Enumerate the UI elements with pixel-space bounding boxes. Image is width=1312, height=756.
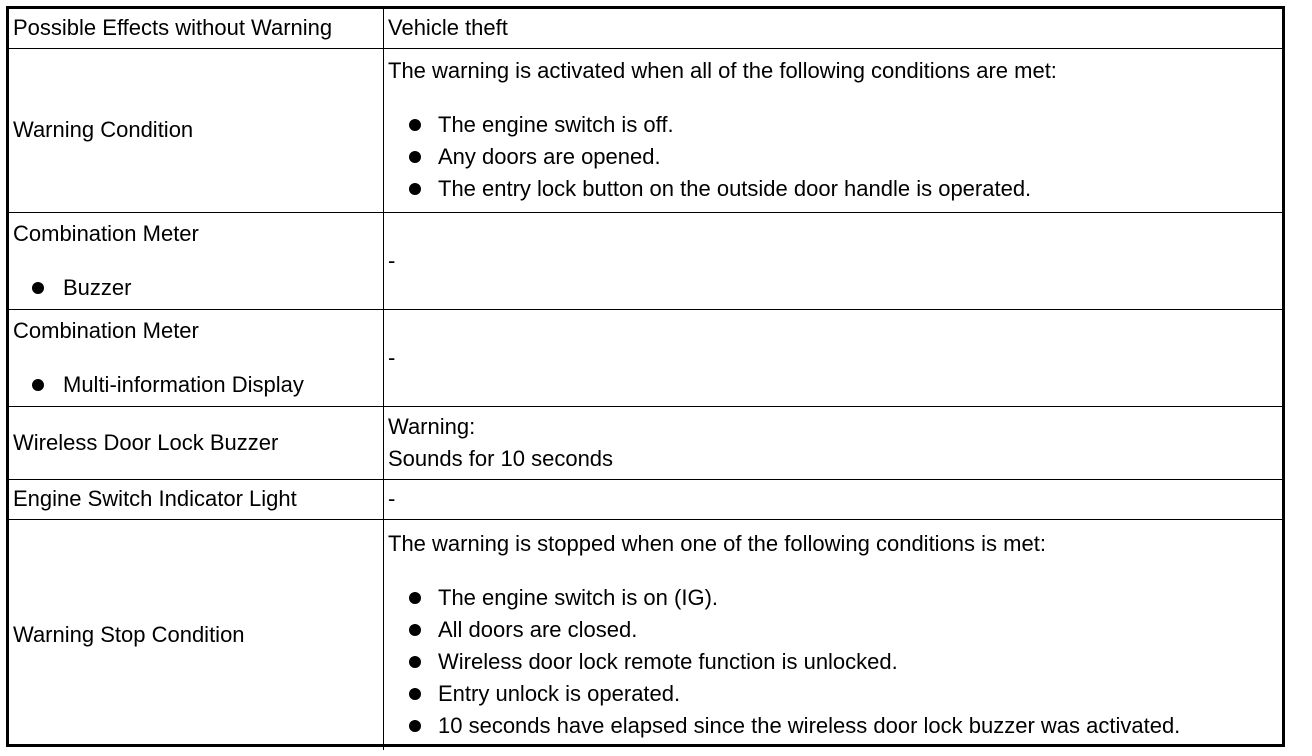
meter-buzzer-label-cell [9, 212, 384, 309]
bullet-icon [409, 688, 421, 700]
list-item: Wireless door lock remote function is unlocked. [388, 646, 1282, 678]
meter-buzzer-label: Combination Meter [13, 220, 199, 246]
list-item: Any doors are opened. [388, 141, 1282, 173]
list-item: Entry unlock is operated. [388, 678, 1282, 710]
bullet-icon [409, 183, 421, 195]
indicator-light-value: - [384, 479, 1283, 519]
bullet-icon [32, 282, 44, 294]
warning-stop-label: Warning Stop Condition [9, 519, 384, 750]
meter-buzzer-list [13, 272, 383, 304]
warning-condition-cell [384, 48, 1283, 212]
warning-condition-list [388, 109, 1282, 205]
wireless-buzzer-value-line2: Sounds for 10 seconds [388, 445, 614, 471]
wireless-buzzer-label: Wireless Door Lock Buzzer [9, 406, 384, 479]
warning-condition-label: Warning Condition [9, 48, 384, 212]
meter-display-list [13, 369, 383, 401]
list-item: All doors are closed. [388, 614, 1282, 646]
warning-spec-table [9, 9, 1282, 750]
list-item: Buzzer [13, 272, 383, 304]
bullet-icon [409, 592, 421, 604]
meter-display-label-cell [9, 309, 384, 406]
bullet-icon [32, 379, 44, 391]
indicator-light-label: Engine Switch Indicator Light [9, 479, 384, 519]
table-row-meter-buzzer [9, 212, 1282, 309]
list-item: The engine switch is off. [388, 109, 1282, 141]
list-item: Multi-information Display [13, 369, 383, 401]
effects-value: Vehicle theft [384, 9, 1283, 48]
effects-label: Possible Effects without Warning [9, 9, 384, 48]
bullet-icon [409, 656, 421, 668]
warning-condition-intro: The warning is activated when all of the following conditions are met: [388, 58, 1057, 83]
meter-display-label: Combination Meter [13, 317, 199, 343]
meter-display-value: - [384, 309, 1283, 406]
table-row-warning-condition [9, 48, 1282, 212]
warning-spec-table-frame [6, 6, 1285, 747]
bullet-icon [409, 624, 421, 636]
wireless-buzzer-value [384, 406, 1283, 479]
warning-stop-cell [384, 519, 1283, 750]
bullet-icon [409, 119, 421, 131]
table-row-meter-display [9, 309, 1282, 406]
table-row-effects [9, 9, 1282, 48]
bullet-icon [409, 720, 421, 732]
table-row-wireless-buzzer [9, 406, 1282, 479]
table-row-warning-stop [9, 519, 1282, 750]
list-item: 10 seconds have elapsed since the wireless door lock buzzer was activated. [388, 710, 1282, 742]
list-item: The engine switch is on (IG). [388, 582, 1282, 614]
meter-buzzer-value: - [384, 212, 1283, 309]
list-item: The entry lock button on the outside door handle is operated. [388, 173, 1282, 205]
bullet-icon [409, 151, 421, 163]
table-row-indicator-light [9, 479, 1282, 519]
warning-stop-list [388, 582, 1282, 742]
warning-stop-intro: The warning is stopped when one of the following conditions is met: [388, 530, 1046, 556]
wireless-buzzer-value-line1: Warning: [388, 413, 476, 439]
